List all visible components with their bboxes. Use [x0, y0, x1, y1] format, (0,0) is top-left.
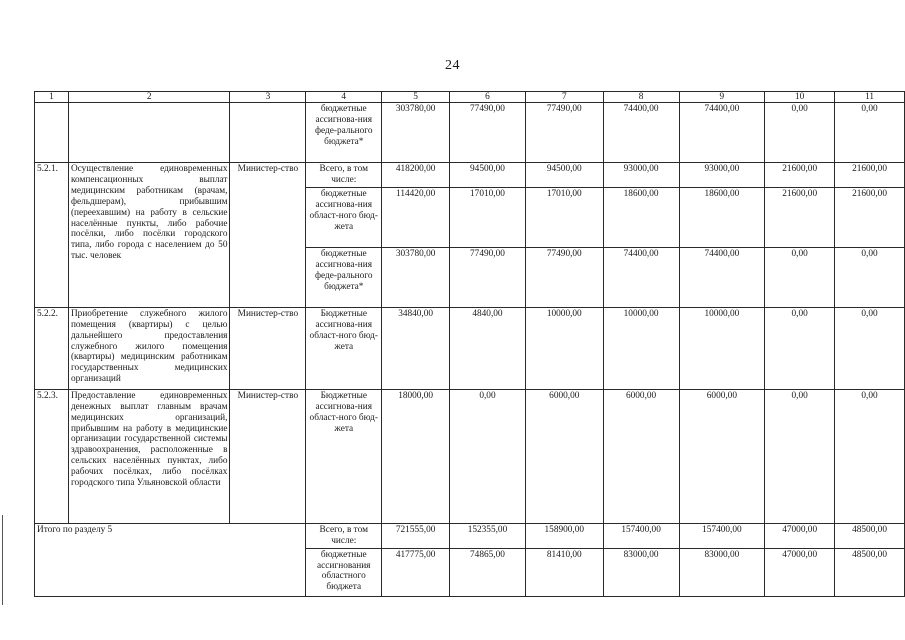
header-cell: 5 — [382, 92, 450, 103]
value-cell: 0,00 — [765, 247, 835, 307]
value-cell: 158900,00 — [525, 523, 603, 548]
value-cell: 114420,00 — [382, 187, 450, 247]
value-cell: 34840,00 — [382, 307, 450, 389]
value-cell: 18000,00 — [382, 389, 450, 523]
item-description: Предоставление единовременных денежных выплат главным врачам медицинских организаций, прибывшим на работу в медицинские организации государственной системы здравоохранения, расположенные в сельских населённых пунктах, либо рабочих посёлках, либо посёлках городского типа Ульяновской области — [68, 389, 230, 523]
value-cell: 303780,00 — [382, 247, 450, 307]
value-cell: 94500,00 — [525, 163, 603, 188]
value-cell: 47000,00 — [765, 548, 835, 596]
header-cell: 4 — [306, 92, 382, 103]
value-cell: 17010,00 — [525, 187, 603, 247]
header-cell: 6 — [450, 92, 526, 103]
budget-table — [34, 91, 905, 597]
item-executor: Министер-ство — [230, 389, 306, 523]
value-cell: 74400,00 — [679, 247, 765, 307]
value-cell: 94500,00 — [450, 163, 526, 188]
value-cell: 10000,00 — [679, 307, 765, 389]
funding-source-cell: Бюджетные ассигнова-ния област-ного бюд-жета — [306, 307, 382, 389]
table-row — [35, 307, 905, 389]
value-cell: 74400,00 — [603, 247, 679, 307]
description-cell — [68, 103, 230, 163]
value-cell: 6000,00 — [525, 389, 603, 523]
funding-source-cell: бюджетные ассигнова-ния феде-рального бюджета* — [306, 247, 382, 307]
item-code: 5.2.2. — [35, 307, 69, 389]
value-cell: 17010,00 — [450, 187, 526, 247]
funding-source-cell: Всего, в том числе: — [306, 523, 382, 548]
header-cell: 11 — [835, 92, 905, 103]
table-row — [35, 523, 905, 548]
value-cell: 77490,00 — [450, 247, 526, 307]
value-cell: 0,00 — [835, 247, 905, 307]
value-cell: 0,00 — [835, 103, 905, 163]
header-row — [35, 92, 905, 103]
value-cell: 48500,00 — [835, 523, 905, 548]
header-cell: 1 — [35, 92, 69, 103]
value-cell: 18600,00 — [603, 187, 679, 247]
header-cell: 2 — [68, 92, 230, 103]
value-cell: 21600,00 — [835, 187, 905, 247]
value-cell: 77490,00 — [525, 103, 603, 163]
value-cell: 4840,00 — [450, 307, 526, 389]
funding-source-cell: бюджетные ассигнова-ния област-ного бюд-жета — [306, 187, 382, 247]
value-cell: 83000,00 — [603, 548, 679, 596]
value-cell: 152355,00 — [450, 523, 526, 548]
value-cell: 418200,00 — [382, 163, 450, 188]
table-row — [35, 163, 905, 188]
funding-source-cell: бюджетные ассигнования областного бюджета — [306, 548, 382, 596]
item-description: Осуществление единовременных компенсационных выплат медицинским работникам (врачам, фельдшерам), прибывшим (переехавшим) на работу в сельские населённые пункты, либо рабочие посёлки, либо посёлки городского типа, либо города с населением до 50 тыс. человек — [68, 163, 230, 308]
value-cell: 21600,00 — [835, 163, 905, 188]
value-cell: 0,00 — [835, 389, 905, 523]
value-cell: 721555,00 — [382, 523, 450, 548]
value-cell: 83000,00 — [679, 548, 765, 596]
item-executor: Министер-ство — [230, 163, 306, 308]
value-cell: 0,00 — [765, 389, 835, 523]
value-cell: 77490,00 — [525, 247, 603, 307]
value-cell: 157400,00 — [603, 523, 679, 548]
value-cell: 81410,00 — [525, 548, 603, 596]
value-cell: 0,00 — [765, 103, 835, 163]
table-row — [35, 103, 905, 163]
header-cell: 8 — [603, 92, 679, 103]
value-cell: 0,00 — [765, 307, 835, 389]
value-cell: 74865,00 — [450, 548, 526, 596]
item-executor: Министер-ство — [230, 307, 306, 389]
code-cell — [35, 103, 69, 163]
value-cell: 93000,00 — [679, 163, 765, 188]
item-code: 5.2.1. — [35, 163, 69, 308]
page-number: 24 — [445, 58, 460, 73]
value-cell: 47000,00 — [765, 523, 835, 548]
value-cell: 10000,00 — [603, 307, 679, 389]
funding-source-cell: Бюджетные ассигнова-ния област-ного бюд-жета — [306, 389, 382, 523]
header-cell: 9 — [679, 92, 765, 103]
header-cell: 3 — [230, 92, 306, 103]
value-cell: 74400,00 — [603, 103, 679, 163]
value-cell: 93000,00 — [603, 163, 679, 188]
value-cell: 21600,00 — [765, 187, 835, 247]
executor-cell — [230, 103, 306, 163]
value-cell: 77490,00 — [450, 103, 526, 163]
value-cell: 303780,00 — [382, 103, 450, 163]
header-cell: 10 — [765, 92, 835, 103]
value-cell: 48500,00 — [835, 548, 905, 596]
value-cell: 417775,00 — [382, 548, 450, 596]
value-cell: 74400,00 — [679, 103, 765, 163]
scan-edge-mark — [2, 515, 3, 605]
value-cell: 18600,00 — [679, 187, 765, 247]
value-cell: 21600,00 — [765, 163, 835, 188]
funding-source-cell: Всего, в том числе: — [306, 163, 382, 188]
table-row — [35, 389, 905, 523]
total-label: Итого по разделу 5 — [35, 523, 306, 596]
value-cell: 0,00 — [450, 389, 526, 523]
value-cell: 157400,00 — [679, 523, 765, 548]
value-cell: 10000,00 — [525, 307, 603, 389]
header-cell: 7 — [525, 92, 603, 103]
item-code: 5.2.3. — [35, 389, 69, 523]
value-cell: 6000,00 — [603, 389, 679, 523]
item-description: Приобретение служебного жилого помещения (квартиры) с целью дальнейшего предоставления служебного жилого помещения (квартиры) медицинским работникам государственных медицинских организаций — [68, 307, 230, 389]
value-cell: 0,00 — [835, 307, 905, 389]
funding-source-cell: бюджетные ассигнова-ния феде-рального бюджета* — [306, 103, 382, 163]
value-cell: 6000,00 — [679, 389, 765, 523]
